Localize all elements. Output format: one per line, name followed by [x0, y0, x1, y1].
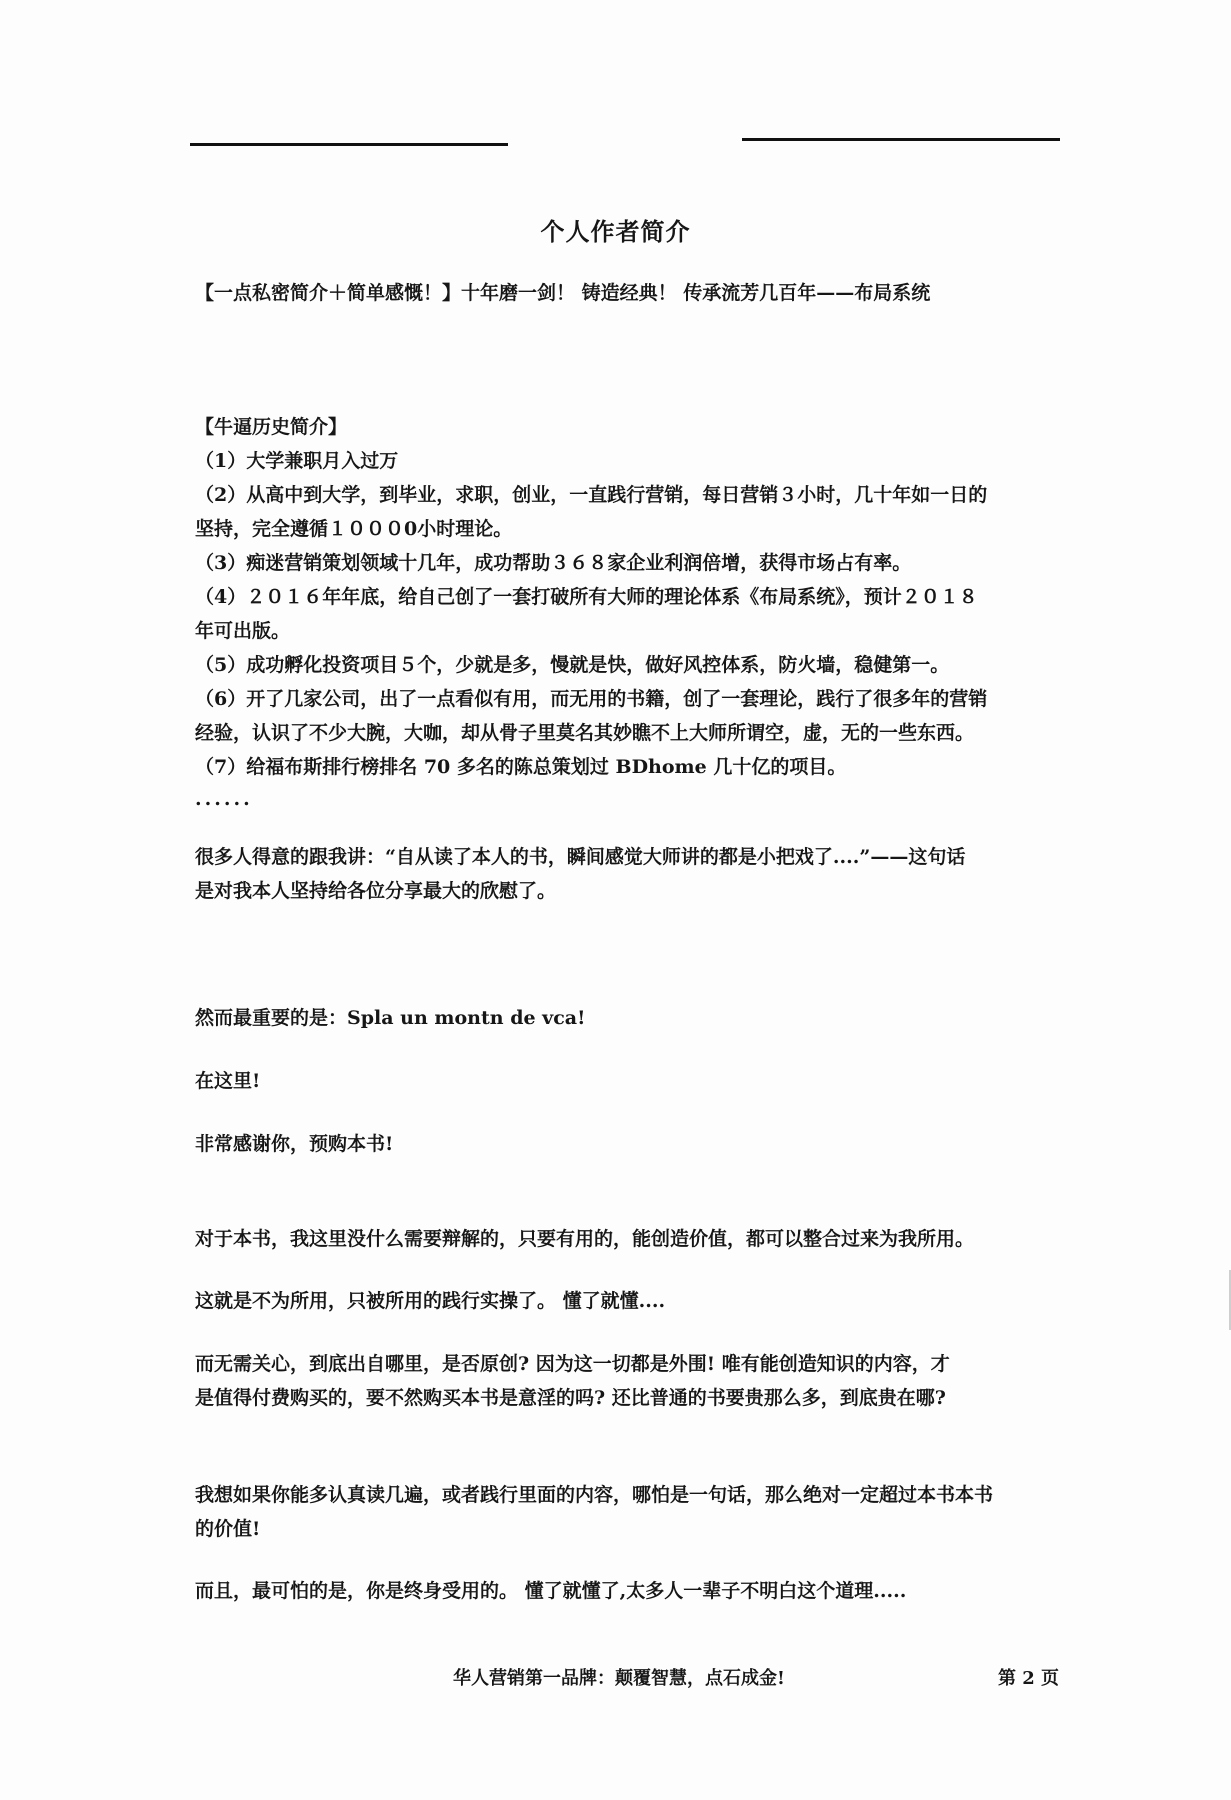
- paragraph-practice: 这就是不为所用，只被所用的践行实操了。 懂了就懂....: [195, 1290, 666, 1312]
- paragraph-value-line2: 的价值!: [195, 1518, 261, 1540]
- page-number: 第 2 页: [998, 1668, 1060, 1689]
- footer-slogan: 华人营销第一品牌：颠覆智慧，点石成金!: [453, 1668, 785, 1689]
- history-item: 坚持，完全遵循１０００0小时理论。: [195, 518, 513, 540]
- history-item: （3）痴迷营销策划领域十几年，成功帮助３６８家企业利润倍增，获得市场占有率。: [195, 552, 912, 574]
- history-item: （1）大学兼职月入过万: [195, 450, 399, 472]
- intro-line: 【一点私密简介＋简单感慨！】十年磨一剑！ 铸造经典！ 传承流芳几百年——布局系统: [195, 282, 931, 304]
- history-item: （7）给福布斯排行榜排名 70 多名的陈总策划过 BDhome 几十亿的项目。: [195, 756, 847, 778]
- paragraph-origin-line1: 而无需关心，到底出自哪里，是否原创? 因为这一切都是外围! 唯有能创造知识的内容，才: [195, 1353, 950, 1375]
- history-item: （5）成功孵化投资项目５个，少就是多，慢就是快，做好风控体系，防火墙，稳健第一。: [195, 654, 950, 676]
- history-item: 经验，认识了不少大腕，大咖，却从骨子里莫名其妙瞧不上大师所谓空，虚，无的一些东西。: [195, 722, 975, 744]
- paragraph-important: 然而最重要的是：Spla un montn de vca!: [195, 1007, 586, 1029]
- paragraph-feedback-line1: 很多人得意的跟我讲：“自从读了本人的书，瞬间感觉大师讲的都是小把戏了....”——这句话: [195, 846, 966, 868]
- history-heading: 【牛逼历史简介】: [195, 416, 348, 438]
- history-ellipsis: ......: [195, 788, 253, 810]
- paragraph-feedback-line2: 是对我本人坚持给各位分享最大的欣慰了。: [195, 880, 557, 902]
- paragraph-lifetime: 而且，最可怕的是，你是终身受用的。 懂了就懂了,太多人一辈子不明白这个道理.....: [195, 1580, 907, 1602]
- history-item: （4）２０１６年年底，给自己创了一套打破所有大师的理论体系《布局系统》，预计２０１８: [195, 586, 978, 608]
- paragraph-thanks: 非常感谢你，预购本书!: [195, 1133, 394, 1155]
- page-title: 个人作者简介: [540, 217, 691, 246]
- header-rule-right: [742, 138, 1060, 141]
- history-item: （2）从高中到大学，到毕业，求职，创业，一直践行营销，每日营销３小时，几十年如一日的: [195, 484, 988, 506]
- header-rule-left: [190, 143, 508, 146]
- history-item: 年可出版。: [195, 620, 291, 642]
- history-item: （6）开了几家公司，出了一点看似有用，而无用的书籍，创了一套理论，践行了很多年的营销: [195, 688, 988, 710]
- paragraph-here: 在这里!: [195, 1070, 261, 1092]
- paragraph-about-book: 对于本书，我这里没什么需要辩解的，只要有用的，能创造价值，都可以整合过来为我所用。: [195, 1228, 975, 1250]
- paragraph-value-line1: 我想如果你能多认真读几遍，或者践行里面的内容，哪怕是一句话，那么绝对一定超过本书本书: [195, 1484, 994, 1506]
- paragraph-origin-line2: 是值得付费购买的，要不然购买本书是意淫的吗? 还比普通的书要贵那么多，到底贵在哪?: [195, 1387, 946, 1409]
